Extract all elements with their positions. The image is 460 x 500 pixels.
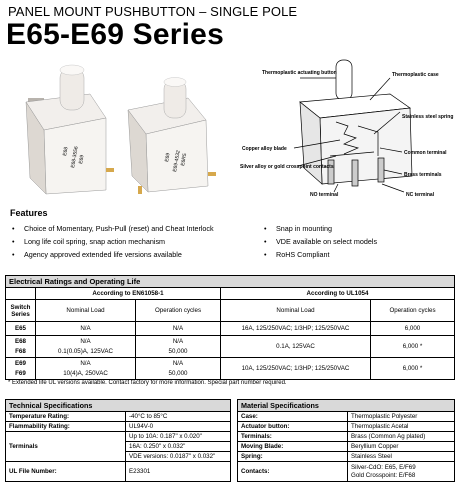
col-switch-series: Switch Series [6, 300, 36, 322]
switch-photo-e68 [26, 65, 114, 194]
label-brass: Brass terminals [404, 172, 442, 178]
feature-item: • Agency approved extended life versions available [24, 250, 182, 259]
specifications-table [5, 399, 455, 482]
photo-label-right-3: E6R5 [180, 152, 189, 167]
col-en-cycles: Operation cycles [136, 300, 221, 322]
table-row: E69 N/A N/A 10A, 125/250VAC; 1/3HP; 125/250VAC 6,000 * [6, 358, 455, 369]
label-spring: Stainless steel spring [402, 114, 454, 120]
features-heading: Features [10, 208, 48, 218]
contacts-silver: Silver-CdO: E65, E/F69 [351, 463, 416, 471]
table-row: Temperature Rating: -40°C to 85°C Case: Thermoplastic Polyester [6, 412, 455, 422]
feature-item: • RoHS Compliant [276, 250, 330, 259]
cutaway-diagram [240, 56, 456, 206]
photo-label-left-1: E68 [62, 146, 70, 157]
electrical-heading: Electrical Ratings and Operating Life [6, 276, 455, 288]
label-actuating-button: Thermoplastic actuating button [262, 70, 337, 76]
col-ul-cycles: Operation cycles [371, 300, 455, 322]
product-photos [8, 58, 240, 198]
col-ul-load: Nominal Load [221, 300, 371, 322]
group-en61058: According to EN61058-1 [36, 288, 221, 300]
technical-heading: Technical Specifications [6, 400, 231, 412]
label-no-terminal: NO terminal [310, 192, 339, 198]
label-blade: Copper alloy blade [242, 146, 287, 152]
table-row: E68 N/A N/A 0.1A, 125VAC 6,000 * [6, 336, 455, 347]
document-subtitle: PANEL MOUNT PUSHBUTTON – SINGLE POLE [8, 4, 298, 19]
table-row: 16A: 0.250" x 0.032" Moving Blade: Beryllium Copper [6, 442, 455, 452]
table-row: Flammability Rating: UL94V-0 Actuator button: Thermoplastic Acetal [6, 422, 455, 432]
table-row: F68 0.1(0.05)A, 125VAC 50,000 [6, 347, 455, 358]
feature-item: • Choice of Momentary, Push-Pull (reset) and Cheat Interlock [24, 224, 214, 233]
feature-item: • Snap in mounting [276, 224, 332, 233]
photo-label-right-2: E69-4532 [172, 149, 182, 173]
photo-label-left-2: E68-3556 [70, 145, 80, 169]
feature-item: • VDE available on select models [276, 237, 377, 246]
feature-item: • Long life coil spring, snap action mechanism [24, 237, 165, 246]
table-row: E65 N/A N/A 16A, 125/250VAC; 1/3HP; 125/250VAC 6,000 [6, 322, 455, 336]
col-en-load: Nominal Load [36, 300, 136, 322]
document-title: E65-E69 Series [6, 18, 224, 51]
switch-photo-e69 [128, 78, 216, 195]
table-row: VDE versions: 0.0187" x 0.032" Spring: Stainless Steel [6, 452, 455, 462]
photo-label-left-3: E69 [78, 154, 86, 165]
label-case: Thermoplastic case [392, 72, 439, 78]
table-row: UL File Number: E23301 Contacts: Silver-CdO: E65, E/F69 Gold Crosspoint: E/F68 [6, 462, 455, 482]
table-row: Terminals Up to 10A: 0.187" x 0.020" Terminals: Brass (Common Ag plated) [6, 432, 455, 442]
label-contacts: Silver alloy or gold crosspoint contacts [240, 164, 334, 170]
photo-label-right-1: E69 [164, 152, 172, 163]
contacts-gold: Gold Crosspoint: E/F68 [351, 471, 416, 479]
extended-life-note: * Extended life UL versions available. Contact factory for more information. Special part number required. [8, 380, 287, 386]
label-nc-terminal: NC terminal [406, 192, 435, 198]
material-heading: Material Specifications [238, 400, 455, 412]
table-row: F69 10(4)A, 250VAC 50,000 [6, 369, 455, 380]
electrical-ratings-table [5, 275, 455, 380]
label-common: Common terminal [404, 150, 447, 156]
group-ul1054: According to UL1054 [221, 288, 455, 300]
